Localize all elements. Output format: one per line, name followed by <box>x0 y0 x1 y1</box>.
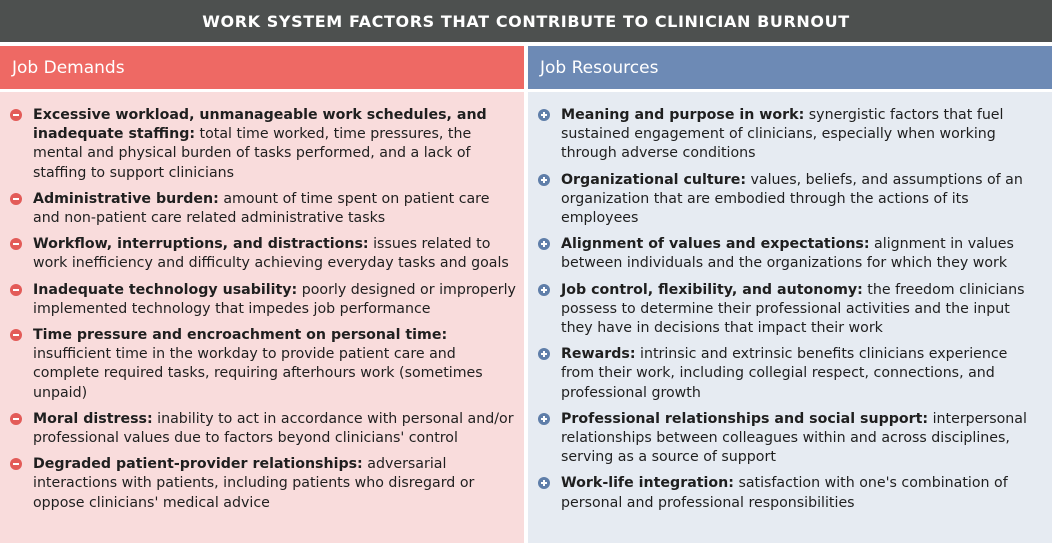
list-item <box>10 326 516 403</box>
list-item <box>10 410 516 448</box>
job-demands-header: Job Demands <box>0 46 524 89</box>
page-title: WORK SYSTEM FACTORS THAT CONTRIBUTE TO CLINICIAN BURNOUT <box>0 0 1052 42</box>
job-resources-header: Job Resources <box>528 46 1052 89</box>
list-item <box>538 410 1044 468</box>
minus-circle-icon <box>10 109 22 121</box>
list-item <box>10 235 516 273</box>
item-term: Professional relationships and social support: <box>561 410 929 427</box>
item-description: total time worked, time pressures, the mental and physical burden of tasks performed, and a lack of staffing to support clinicians <box>33 126 472 181</box>
item-term: Organizational culture: <box>561 171 746 188</box>
list-item <box>538 106 1044 164</box>
minus-circle-icon <box>10 458 22 470</box>
item-description: intrinsic and extrinsic benefits clinicians experience from their work, including collegial respect, connections, and professional growth <box>561 346 1008 401</box>
plus-circle-icon <box>538 174 550 186</box>
job-resources-list <box>528 92 1052 543</box>
list-item <box>538 345 1044 403</box>
plus-circle-icon <box>538 477 550 489</box>
item-description: the freedom clinicians possess to determine their professional activities and the input they have in decisions that impact their work <box>561 281 1025 337</box>
item-term: Work-life integration: <box>561 475 734 492</box>
item-description: adversarial interactions with patients, including patients who disregard or oppose clinicians' medical advice <box>33 456 475 511</box>
item-term: Inadequate technology usability: <box>33 281 298 298</box>
item-description: poorly designed or improperly implemented technology that impedes job performance <box>33 281 516 317</box>
plus-circle-icon <box>538 284 550 296</box>
plus-circle-icon <box>538 413 550 425</box>
list-item <box>10 455 516 513</box>
item-description: insufficient time in the workday to provide patient care and complete required tasks, requiring afterhours work (sometimes unpaid) <box>33 346 483 401</box>
job-demands-column <box>0 46 524 543</box>
minus-circle-icon <box>10 238 22 250</box>
list-item <box>10 281 516 319</box>
item-description: interpersonal relationships between colleagues within and across disciplines, serving as a source of support <box>561 410 1027 466</box>
item-term: Degraded patient-provider relationships: <box>33 456 363 473</box>
item-term: Workflow, interruptions, and distractions: <box>33 236 369 253</box>
plus-circle-icon <box>538 238 550 250</box>
item-term: Excessive workload, unmanageable work schedules, and inadequate staffing: <box>33 107 487 143</box>
item-term: Meaning and purpose in work: <box>561 107 805 123</box>
job-demands-list <box>0 92 524 543</box>
job-resources-column <box>528 46 1052 543</box>
item-description: amount of time spent on patient care and non-patient care related administrative tasks <box>33 190 490 227</box>
item-description: values, beliefs, and assumptions of an organization that are embodied through the actions of its employees <box>561 171 1023 227</box>
item-term: Administrative burden: <box>33 190 219 207</box>
item-term: Job control, flexibility, and autonomy: <box>561 281 863 298</box>
list-item <box>538 474 1044 512</box>
list-item <box>10 106 516 183</box>
item-term: Alignment of values and expectations: <box>561 236 870 253</box>
plus-circle-icon <box>538 109 550 121</box>
list-item <box>538 235 1044 273</box>
list-item <box>538 281 1044 339</box>
item-description: satisfaction with one's combination of personal and professional responsibilities <box>561 475 1008 511</box>
minus-circle-icon <box>10 284 22 296</box>
minus-circle-icon <box>10 413 22 425</box>
item-term: Moral distress: <box>33 410 153 427</box>
item-description: inability to act in accordance with personal and/or professional values due to factors beyond clinicians' control <box>33 410 514 447</box>
plus-circle-icon <box>538 348 550 360</box>
item-description: issues related to work inefficiency and difficulty achieving everyday tasks and goals <box>33 236 509 272</box>
list-item <box>538 171 1044 229</box>
item-term: Rewards: <box>561 346 636 363</box>
item-term: Time pressure and encroachment on personal time: <box>33 327 448 344</box>
list-item <box>10 190 516 228</box>
minus-circle-icon <box>10 193 22 205</box>
item-description: synergistic factors that fuel sustained engagement of clinicians, especially when working through adverse conditions <box>561 107 1004 162</box>
item-description: alignment in values between individuals and the organizations for which they work <box>561 236 1014 272</box>
minus-circle-icon <box>10 329 22 341</box>
